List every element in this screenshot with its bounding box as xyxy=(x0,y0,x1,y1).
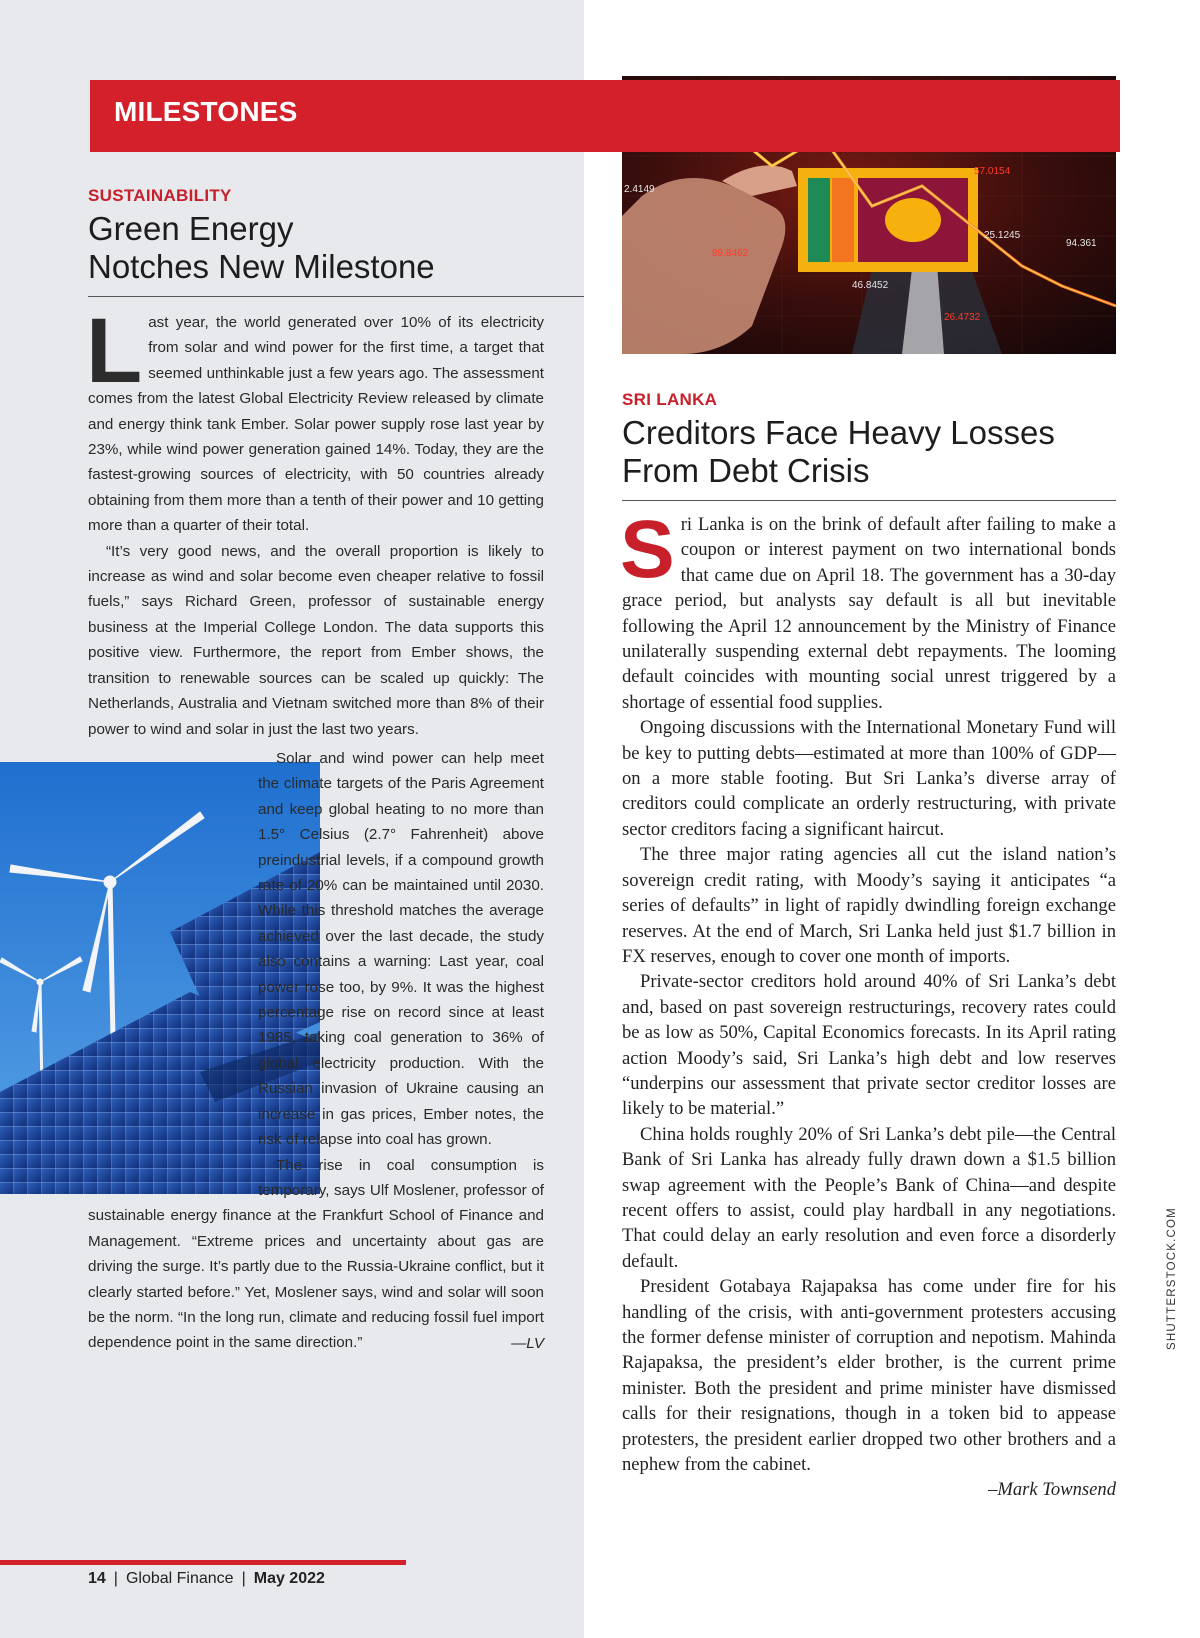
right-article-body xyxy=(620,504,1116,1503)
publication-name: Global Finance xyxy=(125,1570,234,1587)
right-paragraph-5: China holds roughly 20% of Sri Lanka’s debt pile—the Central Bank of Sri Lanka has already fully drawn down a $1.5 billion swap agreement with the People’s Bank of China—and despite recent offers to assist, could play hardball in any negotiations. That could delay an early resolution and even force a disorderly default. xyxy=(622,1123,1116,1272)
footer-rule xyxy=(0,1560,406,1565)
chart-label: 26.4732 xyxy=(944,312,981,323)
chart-label: 2.4149 xyxy=(624,184,655,195)
right-article-headline xyxy=(622,414,1055,490)
left-headline-line-2: Notches New Milestone xyxy=(88,248,435,285)
left-dropcap: L xyxy=(86,300,143,402)
right-headline-line-2: From Debt Crisis xyxy=(622,452,870,489)
footer-separator: | xyxy=(241,1570,246,1587)
sri-lanka-flag xyxy=(798,168,978,272)
issue-date: May 2022 xyxy=(253,1570,325,1587)
section-title: MILESTONES xyxy=(114,96,298,127)
right-signature: –Mark Townsend xyxy=(988,1479,1116,1501)
photo-credit: SHUTTERSTOCK.COM xyxy=(1166,1207,1178,1350)
chart-label: 46.8452 xyxy=(852,280,889,291)
right-article-category: SRI LANKA xyxy=(622,390,718,409)
right-dropcap: S xyxy=(620,504,675,595)
right-paragraph-6: President Gotabaya Rajapaksa has come under fire for his handling of the crisis, with anti-government protesters accusing the former defense minister of corruption and nepotism. Mahinda Rajapaksa, the president’s elder brother, is the current prime minister. Both the president and prime minister have dismissed calls for their resignations, though in a token bid to appease protesters, the president earlier dropped two other brothers and a nephew from the cabinet. xyxy=(622,1276,1116,1476)
left-signature: —LV xyxy=(511,1334,544,1352)
left-paragraph-2: “It’s very good news, and the overall proportion is likely to increase as wind and solar become even cheaper relative to fossil fuels,” says Richard Green, professor of sustainable energy business at the Imperial College London. The data supports this positive view. Furthermore, the report from Ember shows, the transition to renewable sources can be scaled up quickly: The Netherlands, Australia and Vietnam switched more than 8% of their power to wind and solar in just the last two years. xyxy=(88,542,544,738)
left-article-body-top xyxy=(86,300,544,742)
left-article-category: SUSTAINABILITY xyxy=(88,186,232,205)
chart-label: 94.361 xyxy=(1066,238,1097,249)
left-paragraph-4: The rise in coal consumption is temporary, says Ulf Moslener, professor of sustainable energy finance at the Frankfurt School of Finance and Management. “Extreme prices and uncertainty about gas are driving the surge. It’s partly due to the Russia-Ukraine conflict, but it clearly started before.” Yet, Moslener says, wind and solar will soon be the norm. “In the long run, climate and reducing fossil fuel import dependence point in the same direction.” xyxy=(88,1156,544,1352)
left-paragraph-3-text: Solar and wind power can help meet the climate targets of the Paris Agreement and keep global heating to no more than 1.5° Celsius (2.7° Fahrenheit) above preindustrial levels, if a compound growth rate of 20% can be maintained until 2030. While this threshold matches the average achieved over the last decade, the study also contains a warning: Last year, coal power rose too, by 9%. It was the highest percentage rise on record since at least 1985, taking coal generation to 36% of global electricity production. With the Russian invasion of Ukraine causing an increase in gas prices, Ember notes, the risk of relapse into coal has grown. xyxy=(258,750,544,1149)
chart-label: 25.1245 xyxy=(984,230,1021,241)
right-headline-rule xyxy=(622,500,1116,501)
photo-wrap-spacer xyxy=(0,746,258,1192)
left-article-body-bottom xyxy=(88,746,544,1356)
right-paragraph-1 xyxy=(620,504,1116,715)
footer xyxy=(88,1570,325,1588)
chart-label: 89.8462 xyxy=(712,248,749,259)
page-number: 14 xyxy=(88,1570,106,1587)
left-headline-line-1: Green Energy xyxy=(88,210,294,247)
right-paragraph-4: Private-sector creditors hold around 40% of Sri Lanka’s debt and, based on past sovereign restructurings, recovery rates could be as low as 50%, Capital Economics forecasts. In its April rating action Moody’s said, Sri Lanka’s high debt and low reserves “underpins our assessment that private sector creditor losses are likely to be material.” xyxy=(622,971,1116,1120)
left-article-headline xyxy=(88,210,435,286)
right-paragraph-1-text: ri Lanka is on the brink of default after failing to make a coupon or interest payment on two international bonds that came due on April 18. The government has a 30-day grace period, but analysts say default is all but inevitable following the April 12 announcement by the Ministry of Finance unilaterally suspending external debt repayments. The looming default coincides with mounting social unrest triggered by a shortage of essential food supplies. xyxy=(622,514,1116,713)
left-paragraph-1-text: ast year, the world generated over 10% of its electricity from solar and wind power for the first time, a target that seemed unthinkable just a few years ago. The assessment comes from the latest Global Electricity Review released by climate and energy think tank Ember. Solar power supply rose last year by 23%, while wind power generation gained 14%. Today, they are the fastest-growing sources of electricity, with 50 countries already obtaining from them more than a tenth of their power and 10 getting more than a quarter of their total. xyxy=(88,314,544,535)
right-paragraph-3: The three major rating agencies all cut the island nation’s sovereign credit rating, with Moody’s saying it anticipates “a series of defaults” in light of rapidly dwindling foreign exchange reserves. At the end of March, Sri Lanka held just $1.7 billion in FX reserves, enough to cover one month of imports. xyxy=(622,844,1116,967)
left-paragraph-1 xyxy=(86,300,544,539)
right-headline-line-1: Creditors Face Heavy Losses xyxy=(622,414,1055,451)
right-paragraph-2: Ongoing discussions with the International Monetary Fund will be key to putting debts—estimated at more than 100% of GDP—on a more stable footing. But Sri Lanka’s diverse array of creditors could complicate an orderly restructuring, with private sector creditors facing a significant haircut. xyxy=(622,717,1116,840)
left-headline-rule xyxy=(88,296,584,297)
footer-separator: | xyxy=(113,1570,118,1587)
left-paragraph-3 xyxy=(88,746,544,1153)
chart-label: 57.0154 xyxy=(974,166,1011,177)
